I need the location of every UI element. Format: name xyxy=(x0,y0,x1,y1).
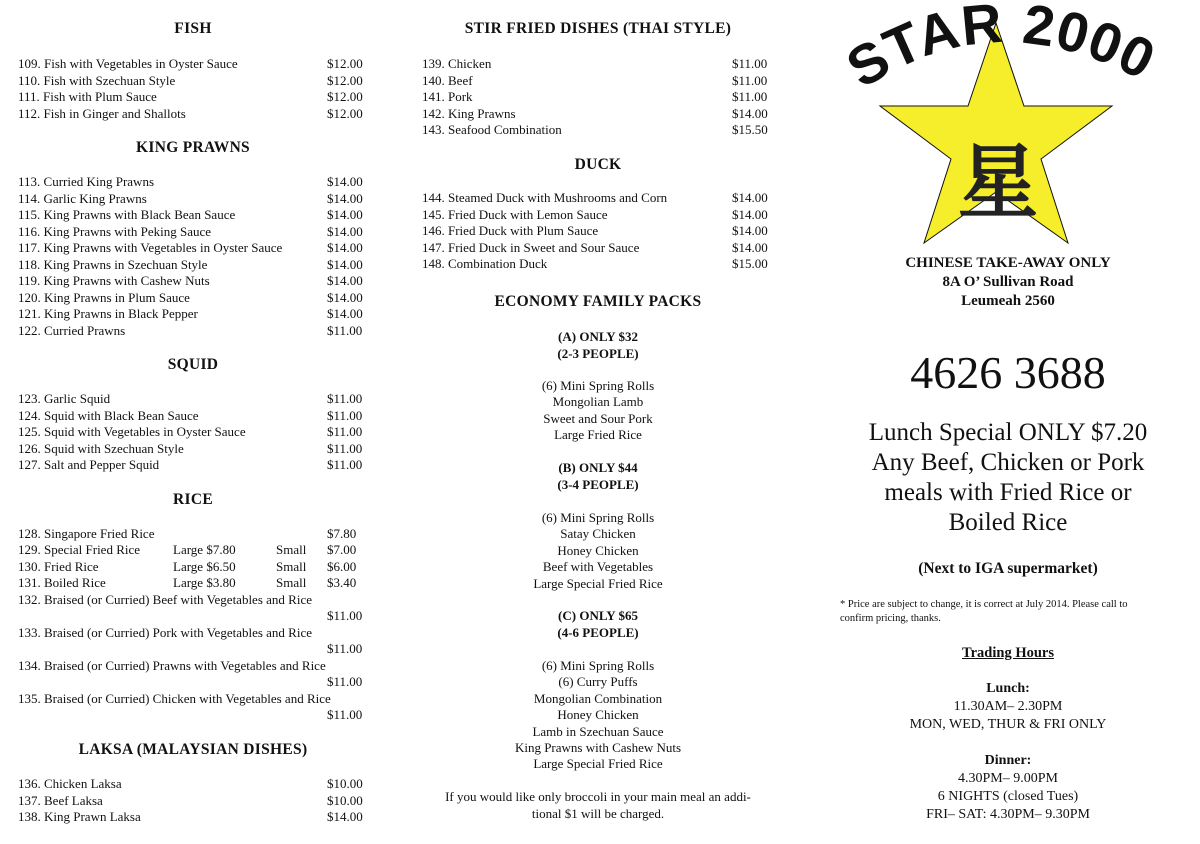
item-name: 144. Steamed Duck with Mushrooms and Corn xyxy=(422,190,668,205)
pack-item: Large Special Fried Rice xyxy=(533,756,663,772)
menu-item xyxy=(18,224,368,240)
menu-item xyxy=(422,89,774,105)
section-title-family-packs: ECONOMY FAMILY PACKS xyxy=(494,293,702,310)
item-price: $11.00 xyxy=(327,707,363,722)
item-price: $14.00 xyxy=(732,223,768,238)
price-disclaimer-line1: * Price are subject to change, it is correct at July 2014. Please call to xyxy=(840,599,1128,610)
item-name: 117. King Prawns with Vegetables in Oyster Sauce xyxy=(18,240,283,255)
phone-number: 4626 3688 xyxy=(910,347,1106,398)
item-price: $14.00 xyxy=(327,273,363,288)
item-name: 115. King Prawns with Black Bean Sauce xyxy=(18,207,236,222)
item-name: 139. Chicken xyxy=(422,56,492,71)
item-name: 131. Boiled Rice xyxy=(18,575,106,590)
tagline: CHINESE TAKE-AWAY ONLY xyxy=(905,255,1111,271)
item-name: 125. Squid with Vegetables in Oyster Sauce xyxy=(18,424,246,439)
item-price: $14.00 xyxy=(327,174,363,189)
dinner-days: 6 NIGHTS (closed Tues) xyxy=(937,789,1079,804)
address-line1: 8A O’ Sullivan Road xyxy=(942,274,1074,290)
price-disclaimer-line2: confirm pricing, thanks. xyxy=(840,613,941,624)
menu-item xyxy=(18,658,368,674)
item-name: 140. Beef xyxy=(422,72,473,88)
item-name: 137. Beef Laksa xyxy=(18,792,103,808)
pack-item: (6) Mini Spring Rolls xyxy=(541,378,655,393)
dinner-time: 4.30PM– 9.00PM xyxy=(958,771,1058,786)
menu-item xyxy=(18,793,368,809)
item-name: 120. King Prawns in Plum Sauce xyxy=(18,289,190,305)
menu-item xyxy=(18,207,368,223)
trading-hours-title: Trading Hours xyxy=(962,645,1054,661)
pack-item: (6) Curry Puffs xyxy=(558,674,638,690)
item-price: $7.80 xyxy=(327,526,357,541)
menu-item xyxy=(18,174,368,190)
dinner-label: Dinner: xyxy=(984,753,1032,768)
item-price: $14.00 xyxy=(327,223,363,239)
menu-item xyxy=(18,526,368,542)
item-name: 121. King Prawns in Black Pepper xyxy=(18,306,198,321)
menu-item xyxy=(18,575,368,591)
item-name: 127. Salt and Pepper Squid xyxy=(18,457,160,472)
item-price: $14.00 xyxy=(327,190,363,206)
item-price: $11.00 xyxy=(327,391,363,406)
lunch-special-line4: Boiled Rice xyxy=(948,509,1068,536)
item-price: $15.00 xyxy=(732,256,768,271)
pack-item: Large Special Fried Rice xyxy=(533,575,663,591)
section-title-king-prawns: KING PRAWNS xyxy=(136,139,250,156)
item-name: 118. King Prawns in Szechuan Style xyxy=(18,256,208,272)
logo-text: STAR 2000 xyxy=(835,0,1166,100)
menu-item xyxy=(18,240,368,256)
pack-item: (6) Mini Spring Rolls xyxy=(541,510,655,525)
menu-item xyxy=(18,391,368,407)
menu-item xyxy=(18,257,368,273)
item-name: 145. Fried Duck with Lemon Sauce xyxy=(422,206,608,222)
item-price: $14.00 xyxy=(732,190,768,205)
menu-item xyxy=(18,809,368,825)
item-name: 114. Garlic King Prawns xyxy=(18,190,147,206)
item-price: $14.00 xyxy=(327,256,363,272)
pack-item: Satay Chicken xyxy=(560,526,636,542)
item-price: $11.00 xyxy=(327,674,363,689)
section-title-fish: FISH xyxy=(174,20,212,37)
item-name: 141. Pork xyxy=(422,89,473,104)
menu-item xyxy=(18,106,368,122)
pack-item: Honey Chicken xyxy=(557,707,639,723)
item-name: 111. Fish with Plum Sauce xyxy=(18,89,157,104)
item-name: 116. King Prawns with Peking Sauce xyxy=(18,223,212,239)
location-note: (Next to IGA supermarket) xyxy=(918,560,1098,577)
menu-item xyxy=(18,457,368,473)
menu-item xyxy=(18,73,368,89)
menu-item xyxy=(18,56,368,72)
item-name: 138. King Prawn Laksa xyxy=(18,809,141,824)
menu-item xyxy=(422,122,774,138)
pack-item: Large Fried Rice xyxy=(554,427,642,443)
item-price: $14.00 xyxy=(327,306,363,321)
menu-item xyxy=(18,323,368,339)
menu-item xyxy=(18,408,368,424)
broccoli-note-line2: tional $1 will be charged. xyxy=(531,805,665,821)
item-name: 122. Curried Prawns xyxy=(18,322,126,338)
menu-item xyxy=(18,424,368,440)
lunch-special-line3: meals with Fried Rice or xyxy=(884,479,1132,506)
item-price: $10.00 xyxy=(327,792,363,808)
item-large-price: Large $6.50 xyxy=(173,558,236,574)
item-name: 113. Curried King Prawns xyxy=(18,174,155,189)
item-price: $12.00 xyxy=(327,56,363,71)
item-price: $14.00 xyxy=(327,207,363,222)
item-name: 147. Fried Duck in Sweet and Sour Sauce xyxy=(422,239,640,255)
lunch-special-line2: Any Beef, Chicken or Pork xyxy=(871,449,1145,476)
item-name: 123. Garlic Squid xyxy=(18,391,111,406)
pack-c-heading: (C) ONLY $65 xyxy=(558,608,638,623)
item-small-label: Small xyxy=(276,558,307,574)
item-name: 136. Chicken Laksa xyxy=(18,776,122,791)
item-name: 129. Special Fried Rice xyxy=(18,542,141,557)
item-name: 109. Fish with Vegetables in Oyster Sauce xyxy=(18,56,238,71)
logo-chinese-character: 星 xyxy=(958,136,1038,229)
menu-item xyxy=(18,542,368,558)
menu-item xyxy=(18,290,368,306)
pack-item: Mongolian Combination xyxy=(533,690,663,706)
dinner-weekend: FRI– SAT: 4.30PM– 9.30PM xyxy=(926,807,1090,822)
item-small-label: Small xyxy=(276,542,307,557)
item-price: $3.40 xyxy=(327,575,357,590)
item-price: $11.00 xyxy=(327,407,363,423)
item-price: $15.50 xyxy=(732,122,768,137)
item-price: $11.00 xyxy=(327,322,363,338)
item-price: $14.00 xyxy=(327,809,363,824)
menu-item xyxy=(18,306,368,322)
item-small-label: Small xyxy=(276,575,307,590)
pack-item: (6) Mini Spring Rolls xyxy=(541,658,655,673)
item-name: 146. Fried Duck with Plum Sauce xyxy=(422,223,599,238)
item-name: 133. Braised (or Curried) Pork with Vegetables and Rice xyxy=(18,624,312,640)
item-name: 143. Seafood Combination xyxy=(422,122,562,137)
menu-item xyxy=(18,89,368,105)
pack-a-people: (2-3 PEOPLE) xyxy=(557,345,639,361)
item-price: $12.00 xyxy=(327,72,363,88)
item-price: $14.00 xyxy=(732,239,768,255)
address-line2: Leumeah 2560 xyxy=(961,293,1055,309)
menu-item xyxy=(18,625,368,641)
lunch-days: MON, WED, THUR & FRI ONLY xyxy=(909,717,1107,732)
menu-item xyxy=(422,56,774,72)
pack-item: Sweet and Sour Pork xyxy=(543,410,653,426)
menu-item xyxy=(422,190,774,206)
section-title-laksa: LAKSA (MALAYSIAN DISHES) xyxy=(78,741,308,758)
menu-item xyxy=(18,592,368,608)
menu-item xyxy=(18,776,368,792)
menu-item xyxy=(18,273,368,289)
item-large-price: Large $3.80 xyxy=(173,575,236,590)
item-price: $7.00 xyxy=(327,542,357,557)
item-price: $11.00 xyxy=(732,89,768,104)
menu-item xyxy=(422,73,774,89)
item-name: 132. Braised (or Curried) Beef with Vegetables and Rice xyxy=(18,591,312,607)
item-name: 128. Singapore Fried Rice xyxy=(18,526,155,541)
pack-a-heading: (A) ONLY $32 xyxy=(558,329,638,344)
item-name: 148. Combination Duck xyxy=(422,256,548,271)
item-name: 119. King Prawns with Cashew Nuts xyxy=(18,273,210,288)
item-name: 135. Braised (or Curried) Chicken with Vegetables and Rice xyxy=(18,690,331,706)
item-price: $11.00 xyxy=(327,641,363,656)
item-price: $12.00 xyxy=(327,105,363,121)
menu-item xyxy=(422,106,774,122)
lunch-special-line1: Lunch Special ONLY $7.20 xyxy=(868,419,1148,446)
menu-item xyxy=(18,191,368,207)
item-name: 126. Squid with Szechuan Style xyxy=(18,440,184,456)
item-price: $14.00 xyxy=(327,289,363,305)
section-title-squid: SQUID xyxy=(167,356,219,373)
item-price: $11.00 xyxy=(327,457,363,472)
item-name: 124. Squid with Black Bean Sauce xyxy=(18,407,199,423)
pack-item: Lamb in Szechuan Sauce xyxy=(532,723,664,739)
lunch-time: 11.30AM– 2.30PM xyxy=(953,699,1063,714)
section-title-rice: RICE xyxy=(173,491,213,508)
item-price: $6.00 xyxy=(327,558,357,574)
item-price: $11.00 xyxy=(327,424,363,439)
broccoli-note-line1: If you would like only broccoli in your main meal an addi- xyxy=(445,789,751,804)
pack-b-people: (3-4 PEOPLE) xyxy=(557,476,639,492)
pack-c-people: (4-6 PEOPLE) xyxy=(557,624,639,640)
item-price: $11.00 xyxy=(327,608,363,623)
item-name: 142. King Prawns xyxy=(422,105,516,121)
menu-item xyxy=(422,240,774,256)
item-large-price: Large $7.80 xyxy=(173,542,236,557)
star-logo xyxy=(828,0,1188,290)
item-price: $12.00 xyxy=(327,89,363,104)
menu-item xyxy=(422,223,774,239)
pack-item: Honey Chicken xyxy=(557,542,639,558)
pack-item: Mongolian Lamb xyxy=(552,394,644,410)
item-price: $11.00 xyxy=(732,72,768,88)
section-title-stir-fried: STIR FRIED DISHES (THAI STYLE) xyxy=(464,20,732,37)
menu-item xyxy=(422,256,774,272)
item-price: $11.00 xyxy=(732,56,768,71)
menu-item xyxy=(18,559,368,575)
item-price: $14.00 xyxy=(732,105,768,121)
item-name: 134. Braised (or Curried) Prawns with Vegetables and Rice xyxy=(18,657,326,673)
lunch-label: Lunch: xyxy=(986,681,1030,696)
item-price: $14.00 xyxy=(732,206,768,222)
item-price: $10.00 xyxy=(327,776,363,791)
pack-b-heading: (B) ONLY $44 xyxy=(558,460,638,475)
item-name: 112. Fish in Ginger and Shallots xyxy=(18,105,186,121)
menu-item xyxy=(18,441,368,457)
item-name: 110. Fish with Szechuan Style xyxy=(18,72,176,88)
menu-item xyxy=(422,207,774,223)
pack-item: King Prawns with Cashew Nuts xyxy=(514,740,682,755)
info-column xyxy=(828,0,1188,844)
section-title-duck: DUCK xyxy=(574,156,622,173)
item-name: 130. Fried Rice xyxy=(18,558,99,574)
menu-item xyxy=(18,691,368,707)
item-price: $11.00 xyxy=(327,440,363,456)
pack-item: Beef with Vegetables xyxy=(542,559,654,575)
item-price: $14.00 xyxy=(327,240,363,255)
